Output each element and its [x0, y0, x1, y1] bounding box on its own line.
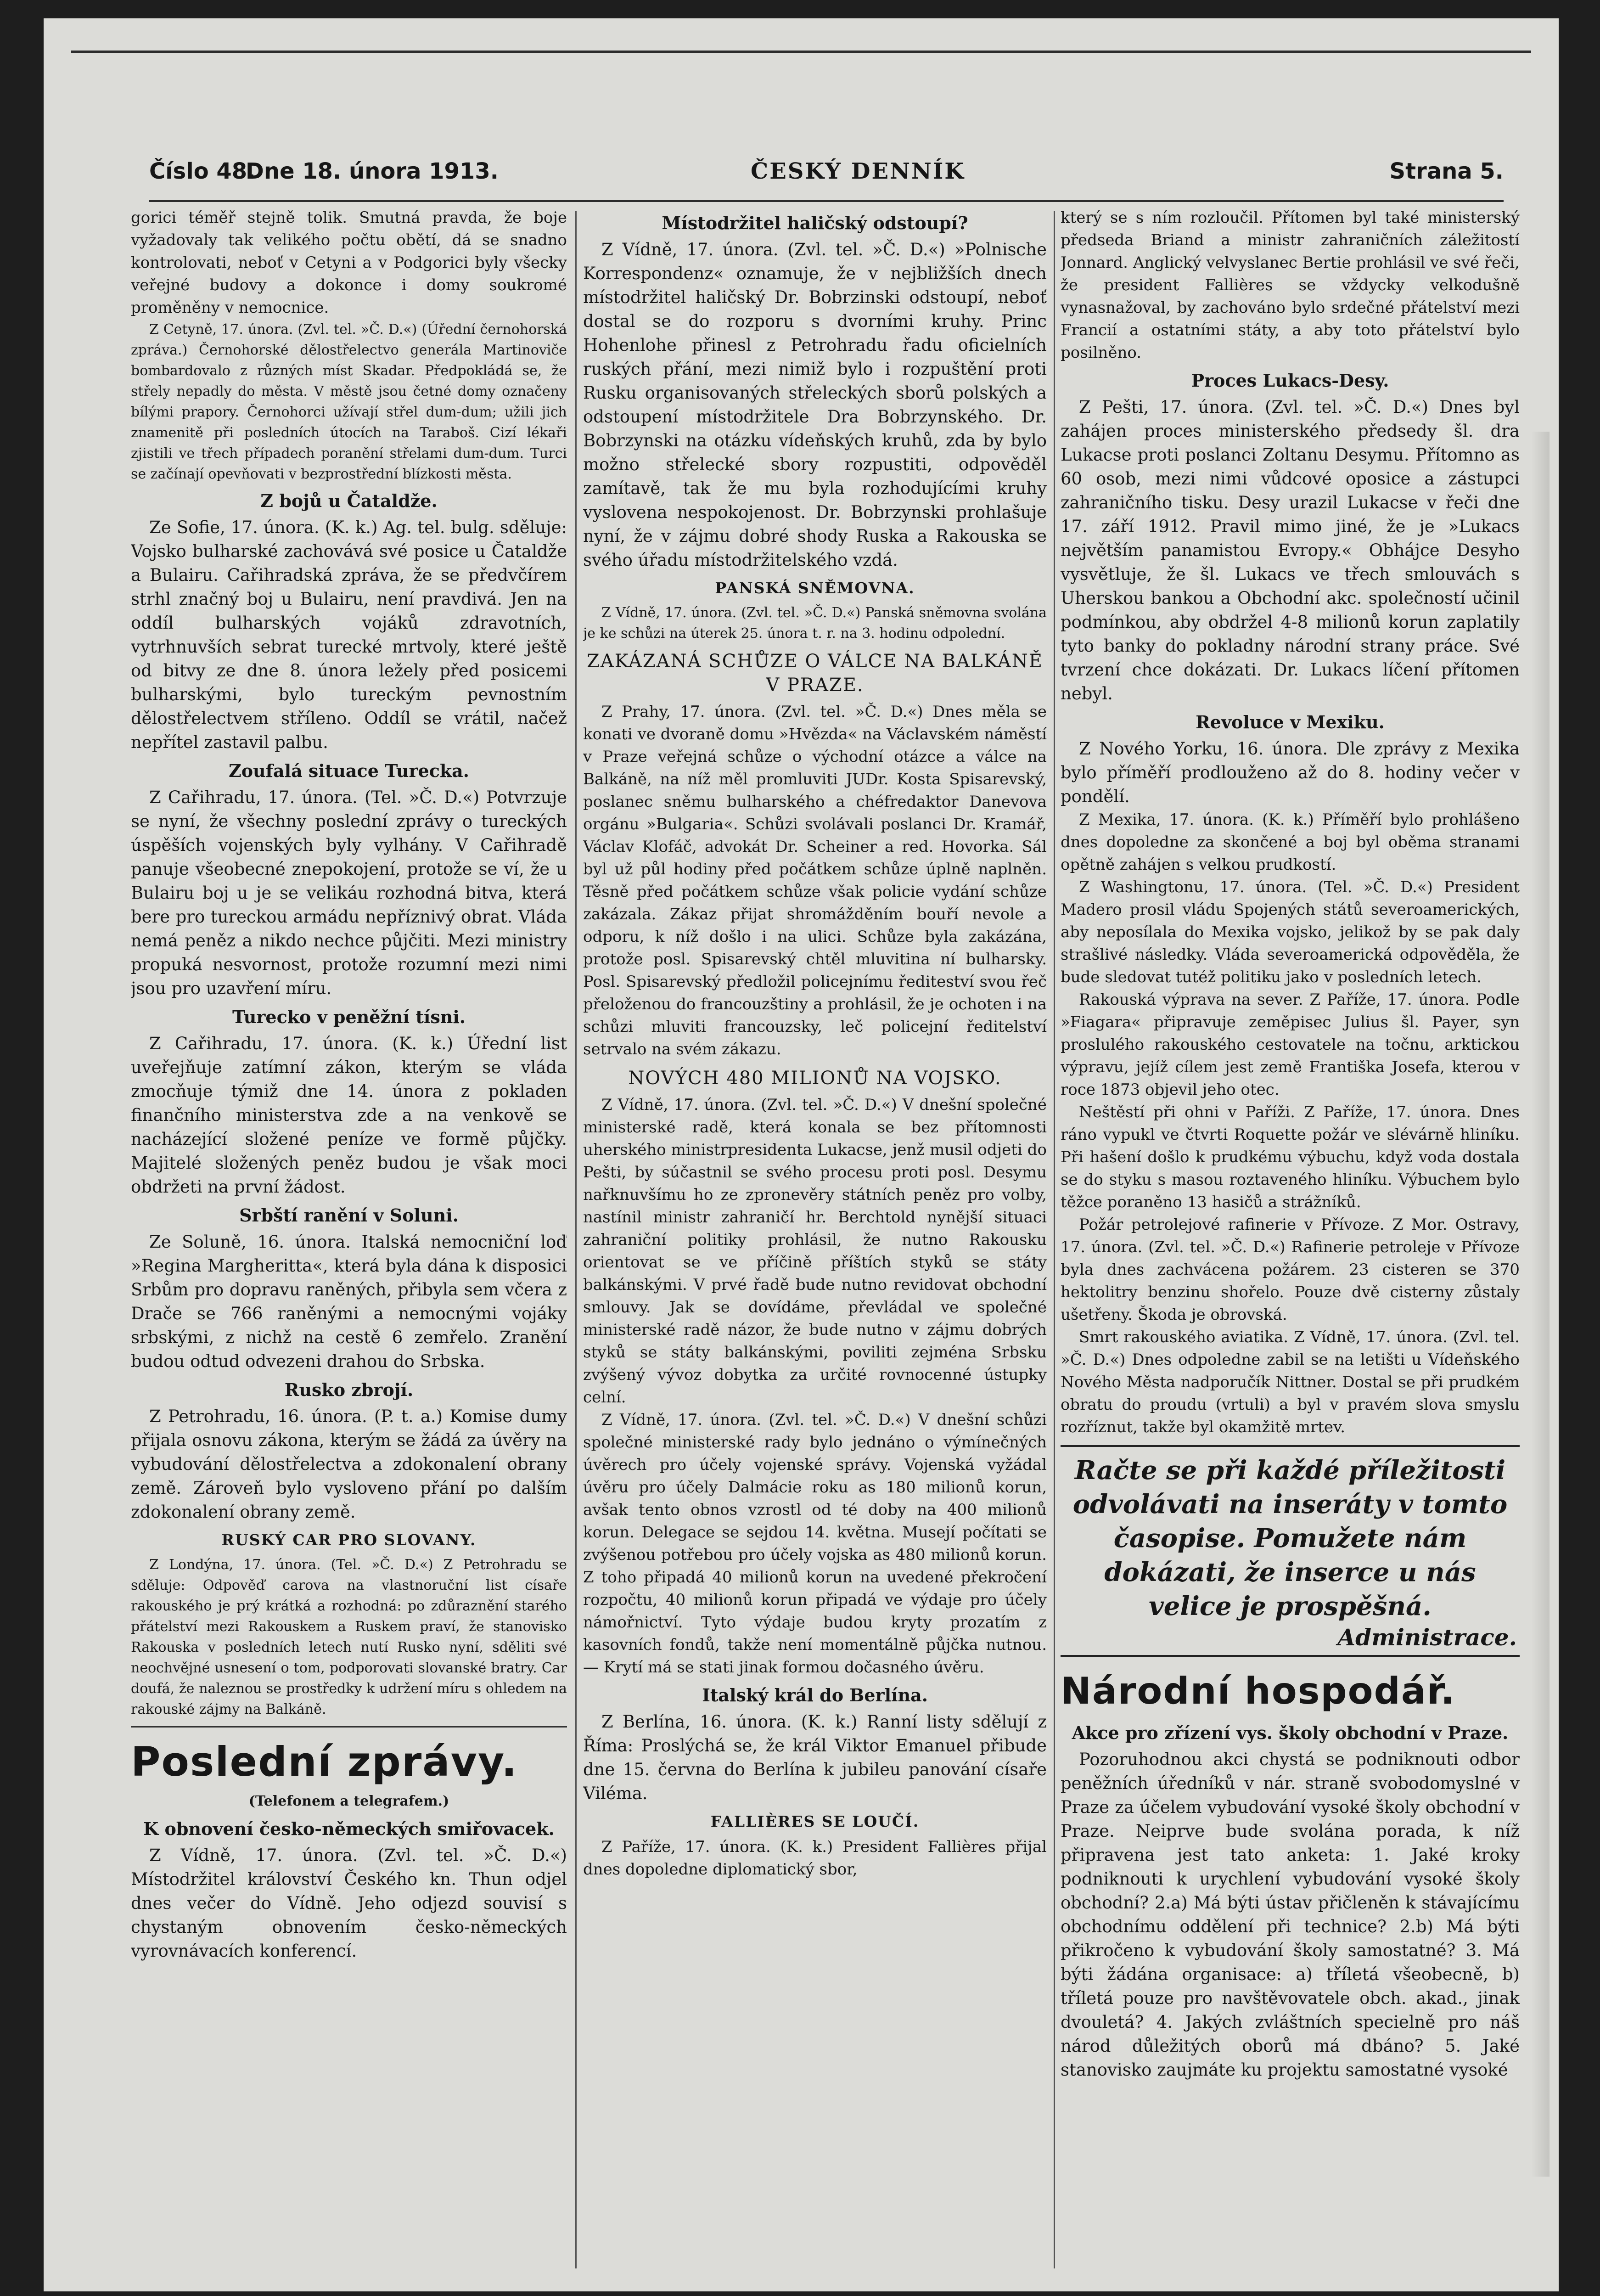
article-body: Z Mexika, 17. února. (K. k.) Příměří bylo prohlášeno dnes dopoledne za skončené a boj byl oběma stranami opětně zahájen s velkou prudkostí.	[1061, 810, 1520, 874]
column-divider	[1054, 211, 1055, 2268]
article-body: Z Pešti, 17. února. (Zvl. tel. »Č. D.«) Dnes byl zahájen proces ministerského předsedy šl. dra Lukacse proti poslanci Zoltanu Desymu. Přítomno as 60 osob, mezi nimi vůdcové oposice a zástupci zahraničního tisku. Desy urazil Lukacse v řeči dne 17. září 1912. Pravil mimo jiné, že je »Lukacs největším panamistou Evropy.« Obhájce Desyho vysvětluje, že šl. Lukacs ve třech smlouvách s Uherskou bankou a Obchodní akc. společností učinil podmínkou, aby obdržel 4-8 milionů korun zaplatily tyto banky do pokladny národní strany práce. Své tvrzení chce dokázati. Dr. Lukacs líčení přítomen nebyl.	[1061, 397, 1520, 703]
page-edge-shadow	[1531, 432, 1549, 2177]
advertisement-text: Račte se při každé příležitosti odvolávati na inseráty v tomto časopise. Pomužete nám dokázati, že inserce u nás velice je prospěšná.	[1072, 1455, 1508, 1621]
article-body: Neštěstí při ohni v Paříži. Z Paříže, 17. února. Dnes ráno vypukl ve čtvrti Roquette požár ve slévárně hliníku. Při hašení došlo k prudkému výbuchu, když voda dostala se do styku s masou roztaveného hliníku. Výbuchem bylo těžce poraněno 13 hasičů a strážníků.	[1061, 1103, 1520, 1211]
article-body: Z Londýna, 17. února. (Tel. »Č. D.«) Z Petrohradu se sděluje: Odpověď carova na vlastnoruční list císaře rakouského je prý krátká a rozhodná: po zdůraznění starého přátelství mezi Rakouskem a Ruskem praví, že stanovisko Rakouska v posledních letech nutí Rusko nyní, sděliti své neochvějné usnesení o tom, podporovati slovanské bratry. Car doufá, že naleznou se prostředky k udržení míru s ohledem na rakouské zájmy na Balkáně.	[131, 1557, 567, 1717]
article-body: Ze Soluně, 16. února. Italská nemocniční loď »Regina Margheritta«, která byla dána k disposici Srbům pro dopravu raněných, přibyla sem včera z Drače se 766 raněnými a nemocnými vojáky srbskými, z nichž na cestě 6 zemřelo. Zranění budou odtud odvezeni drahou do Srbska.	[131, 1232, 567, 1371]
page-header	[149, 158, 1504, 204]
column-1	[131, 207, 567, 2282]
page-number: Strana 5.	[1389, 158, 1504, 184]
article-headline: Rusko zbrojí.	[284, 1379, 414, 1400]
article-body: Pozoruhodnou akci chystá se podniknouti odbor peněžních úředníků v nár. straně svobodomyslné v Praze za účelem vybudování vysoké školy obchodní v Praze. Neiprve bude svolána porada, k níž připravena jest tato anketa: 1. Jaké kroky podniknouti k urychlení vybudování vysoké školy obchodní? 2.a) Má býti ústav přičleněn k stávajícímu obchodnímu oddělení při technice? 2.b) Má býti přikročeno k vybudování školy samostatné? 3. Má býti žádána organisace: a) tříletá všeobecně, b) tříletá pouze pro navštěvovatele obch. akad., jinak dvouletá? 4. Jakých zvláštních specielně pro náš národ důležitých oborů má dbáno? 5. Jaké stanovisko zaujmáte ku projektu samostatné vysoké	[1061, 1750, 1520, 2080]
article-body: Z Cařihradu, 17. února. (Tel. »Č. D.«) Potvrzuje se nyní, že všechny poslední zprávy o tureckých úspěších vojenských byly vylhány. V Cařihradě panuje všeobecné znepokojení, protože se ví, že u Bulairu boj u je se velikáu rozhodná bitva, která bere pro tureckou armádu nepříznivý obrat. Vláda nemá peněz a nikdo nechce půjčiti. Mezi ministry propuká nesvornost, protože rozumní mezi nimi jsou pro uzavření míru.	[131, 788, 567, 998]
column-divider	[575, 211, 577, 2268]
top-rule	[71, 51, 1531, 53]
article-body: Požár petrolejové rafinerie v Přívoze. Z Mor. Ostravy, 17. února. (Zvl. tel. »Č. D.«) Rafinerie petroleje v Přívoze byla dnes zachvácena požárem. 23 cisteren se 370 hektolitry benzinu shořelo. Pouze dvě cisterny zůstaly ušetřeny. Škoda je obrovská.	[1061, 1216, 1520, 1324]
section-subtitle: (Telefonem a telegrafem.)	[248, 1793, 449, 1809]
article-headline: FALLIÈRES SE LOUČÍ.	[710, 1812, 920, 1830]
article-body: Z Nového Yorku, 16. února. Dle zprávy z Mexika bylo příměří prodlouženo až do 8. hodiny večer v pondělí.	[1061, 739, 1520, 806]
section-banner: Poslední zprávy.	[131, 1738, 518, 1785]
article-headline: Zoufalá situace Turecka.	[228, 760, 470, 781]
article-body: Ze Sofie, 17. února. (K. k.) Ag. tel. bulg. sděluje: Vojsko bulharské zachovává své posice u Čataldže a Bulairu. Cařihradská zpráva, že se předvčírem strhl značný boj u Bulairu, není pravdivá. Jen na oddíl bulharských vojáků zdravotních, vytrhnuvších sebrat turecké mrtvoly, které ještě od bitvy ze dne 8. února ležely před posicemi bulharskými, bylo tureckým pevnostním dělostřelectvem stříleno. Oddíl se vrátil, načež nepřítel zastavil palbu.	[131, 518, 567, 752]
article-headline: Revoluce v Mexiku.	[1196, 712, 1385, 732]
column-3	[1061, 207, 1520, 2282]
article-body: Smrt rakouského aviatika. Z Vídně, 17. února. (Zvl. tel. »Č. D.«) Dnes odpoledne zabil se na letišti u Vídeňského Nového Města nadporučík Nittner. Dostal se při prudkém obratu do proudu (vrtuli) a byl v pravém slova smyslu rozříznut, takže byl okamžitě mrtev.	[1061, 1328, 1520, 1436]
article-body: Z Vídně, 17. února. (Zvl. tel. »Č. D.«) Panská sněmovna svolána je ke schůzi na úterek 25. února t. r. na 3. hodinu odpolední.	[583, 605, 1047, 642]
article-body: Z Cařihradu, 17. února. (K. k.) Úřední list uveřejňuje zatímní zákon, kterým se vláda zmocňuje týmiž dne 14. února z pokladen finančního ministerstva zde a na venkově se nacházející složené peníze ve formě půjčky. Majitelé složených peněz budou je však moci obdržeti na první žádost.	[131, 1034, 567, 1197]
article-headline: NOVÝCH 480 MILIONŮ NA VOJSKO.	[628, 1068, 1002, 1089]
article-headline: Z bojů u Čataldže.	[260, 490, 438, 511]
section-banner: Národní hospodář.	[1061, 1670, 1456, 1712]
article-body: Z Vídně, 17. února. (Zvl. tel. »Č. D.«) »Polnische Korrespondenz« oznamuje, že v nejbližších dnech místodržitel haličský Dr. Bobrzinski odstoupí, neboť dostal se do rozporu s dvorními kruhy. Princ Hohenlohe přinesl z Petrohradu řadu oficielních ruských přání, mezi nimiž bylo i rozpuštění proti Rusku organisovaných střeleckých sborů polských a odstoupení místodržitele Dra Bobrzynského. Dr. Bobrzynski na otázku vídeňských kruhů, zda by bylo možno střelecké sbory rozpustiti, odpověděl zamítavě, tak že mu byla rozhodujícími kruhy vyslovena nespokojenost. Dr. Bobrzynski prohlašuje nyní, že v zájmu dobré shody Ruska a Rakouska se svého úřadu místodržitelského vzdá.	[583, 240, 1047, 570]
article-body: Z Berlína, 16. února. (K. k.) Ranní listy sdělují z Říma: Proslýchá se, že král Viktor Emanuel přibude dne 15. června do Berlína k jubileu panování císaře Viléma.	[583, 1712, 1047, 1803]
header-rule	[149, 200, 1504, 202]
advertisement-signature: Administrace.	[1337, 1624, 1517, 1651]
column-2	[583, 207, 1047, 2282]
article-body: Z Petrohradu, 16. února. (P. t. a.) Komise dumy přijala osnovu zákona, kterým se žádá za úvěry na vybudování dělostřelectva a zdokonalení obrany země. Zároveň bylo vysloveno přání po dalším zdokonalení obrany země.	[131, 1407, 567, 1522]
advertisement-box	[1061, 1445, 1520, 1657]
article-headline: Místodržitel haličský odstoupí?	[662, 213, 968, 233]
article-headline: Srbští ranění v Soluni.	[239, 1205, 459, 1226]
article-body: Rakouská výprava na sever. Z Paříže, 17. února. Podle »Fiagara« připravuje zeměpisec Julius šl. Payer, syn proslulého rakouského cestovatele na točnu, arktickou výpravu, jejíž cílem jest země Františka Josefa, kterou v roce 1873 objevil jeho otec.	[1061, 990, 1520, 1099]
article-headline: RUSKÝ CAR PRO SLOVANY.	[221, 1531, 477, 1549]
article-body: Z Washingtonu, 17. února. (Tel. »Č. D.«) President Madero prosil vládu Spojených států severoamerických, aby neposílala do Mexika vojsko, jelikož by se pak daly strašlivé následky. Vláda severoamerická odpověděla, že bude sledovat tutéž politiku jako v posledních letech.	[1061, 878, 1520, 986]
article-body: Z Vídně, 17. února. (Zvl. tel. »Č. D.«) V dnešní schůzi společné ministerské rady bylo jednáno o výmínečných úvěrech pro účely vojenské správy. Vojenská vyžádal úvěru pro účely Dalmácie roku as 180 milionů korun, avšak tento obnos vzrostl od té doby na 400 milionů korun. Delegace se sejdou 14. května. Musejí počítati se zvýšenou potřebou pro účely vojska as 480 milionů korun. Z toho připadá 40 milionů korun na uvedené překročení rozpočtu, 40 milionů korun připadá ve výdaje pro účely námořnictví. Tyto výdaje budou kryty prozatím z kasovních fondů, takže není momentálně půjčka nutnou. — Krytí má se stati jinak formou dočasného úvěru.	[583, 1411, 1047, 1677]
article-body: Z Vídně, 17. února. (Zvl. tel. »Č. D.«) V dnešní společné ministerské radě, která konala se bez přítomnosti uherského ministrpresidenta Lukacse, jenž musil odjeti do Pešti, by súčastnil se svého procesu proti posl. Desymu nařknuvšímu ho ze zpronevěry státních peněz pro volby, nastínil ministr zahraničí hr. Berchtold nynější situaci zahraniční politiky prohlásil, že nutno Rakousku orientovat se ve příčině příštích styků se státy balkánskými. V prvé řadě bude nutno revidovat obchodní smlouvy. Jak se dovídáme, převládal ve společné ministerské radě názor, že bude nutno v zájmu dobrých styků se státy balkánskými, poviliti zejména Srbsku zvýšený vývoz dobytka za určité rovnocenné ústupky celní.	[583, 1096, 1047, 1407]
issue-number: Číslo 48.	[149, 158, 256, 184]
article-headline: Proces Lukacs-Desy.	[1191, 370, 1389, 391]
masthead-title: ČESKÝ DENNÍK	[751, 158, 965, 184]
article-body: Z Paříže, 17. února. (K. k.) President Fallières přijal dnes dopoledne diplomatický sbor,	[583, 1838, 1047, 1879]
article-headline: PANSKÁ SNĚMOVNA.	[715, 579, 915, 597]
article-body: Z Cetyně, 17. února. (Zvl. tel. »Č. D.«) (Úřední černohorská zpráva.) Černohorské dělostřelectvo generála Martinoviče bombardovalo z různých míst Skadar. Předpokládá se, že střely nepadly do města. V městě jsou četné domy označeny bílými prapory. Černohorci užívají střel dum-dum; užili jich znamenitě při posledních útocích na Taraboš. Cizí lékaři zjistili ve třech případech poranění střelami dum-dum. Turci se začínají opevňovati v bezprostřední blízkosti města.	[131, 321, 567, 482]
section-separator	[131, 1726, 567, 1728]
issue-date: Dne 18. února 1913.	[246, 158, 499, 184]
article-headline: K obnovení česko-německých smiřovacek.	[143, 1818, 555, 1839]
article-headline: ZAKÁZANÁ SCHŮZE O VÁLCE NA BALKÁNĚ V PRAZE.	[587, 651, 1043, 696]
article-body: Z Prahy, 17. února. (Zvl. tel. »Č. D.«) Dnes měla se konati ve dvoraně domu »Hvězda« na Václavském náměstí v Praze veřejná schůze o východní otázce a válce na Balkáně, na níž měl promluviti JUDr. Kosta Spisarevský, poslanec sněmu bulharského a chéfredaktor Danevova orgánu »Bulgaria«. Schůzi svolávali poslanci Dr. Kramář, Václav Klofáč, advokát Dr. Scheiner a red. Hovorka. Sál byl už půl hodiny před počátkem schůze úplně naplněn. Těsně před počátkem schůze však policie vydání schůze zakázala. Zákaz přijat shromážděním bouří nevole a odporu, k níž došlo i na ulici. Schůze byla zakázána, protože posl. Spisarevský chtěl mluvitina ní bulharsky. Posl. Spisarevský předložil policejnímu řediteství svou řeč přeloženou do francouzštiny a prohlásil, že je ochoten i na schůzi mluviti francouzsky, leč policejní ředitelství setrvalo na svém zákazu.	[583, 703, 1047, 1058]
newspaper-page	[44, 18, 1559, 2291]
article-continuation: který se s ním rozloučil. Přítomen byl také ministerský předseda Briand a ministr zahraničních záležitostí Jonnard. Anglický velvyslanec Bertie prohlásil ve své řeči, že president Fallières se vždycky velkodušně vynasnažoval, by zachováno bylo srdečné přátelství mezi Francií a ostatními státy, a aby toto přátelství bylo posilněno.	[1061, 208, 1520, 362]
article-body: Z Vídně, 17. února. (Zvl. tel. »Č. D.«) Místodržitel království Českého kn. Thun odjel dnes večer do Vídně. Jeho odjezd souvisí s chystaným obnovením česko-německých vyrovnávacích konferencí.	[131, 1846, 567, 1961]
article-headline: Turecko v peněžní tísni.	[232, 1007, 466, 1027]
article-headline: Akce pro zřízení vys. školy obchodní v Praze.	[1072, 1722, 1509, 1743]
article-headline: Italský král do Berlína.	[702, 1685, 928, 1705]
article-continuation: gorici téměř stejně tolik. Smutná pravda, že boje vyžadovaly tak velikého počtu obětí, dá se snadno kontrolovati, neboť v Cetyni a v Podgorici byly všecky veřejné budovy a dokonce i domy soukromé proměněny v nemocnice.	[131, 208, 567, 317]
